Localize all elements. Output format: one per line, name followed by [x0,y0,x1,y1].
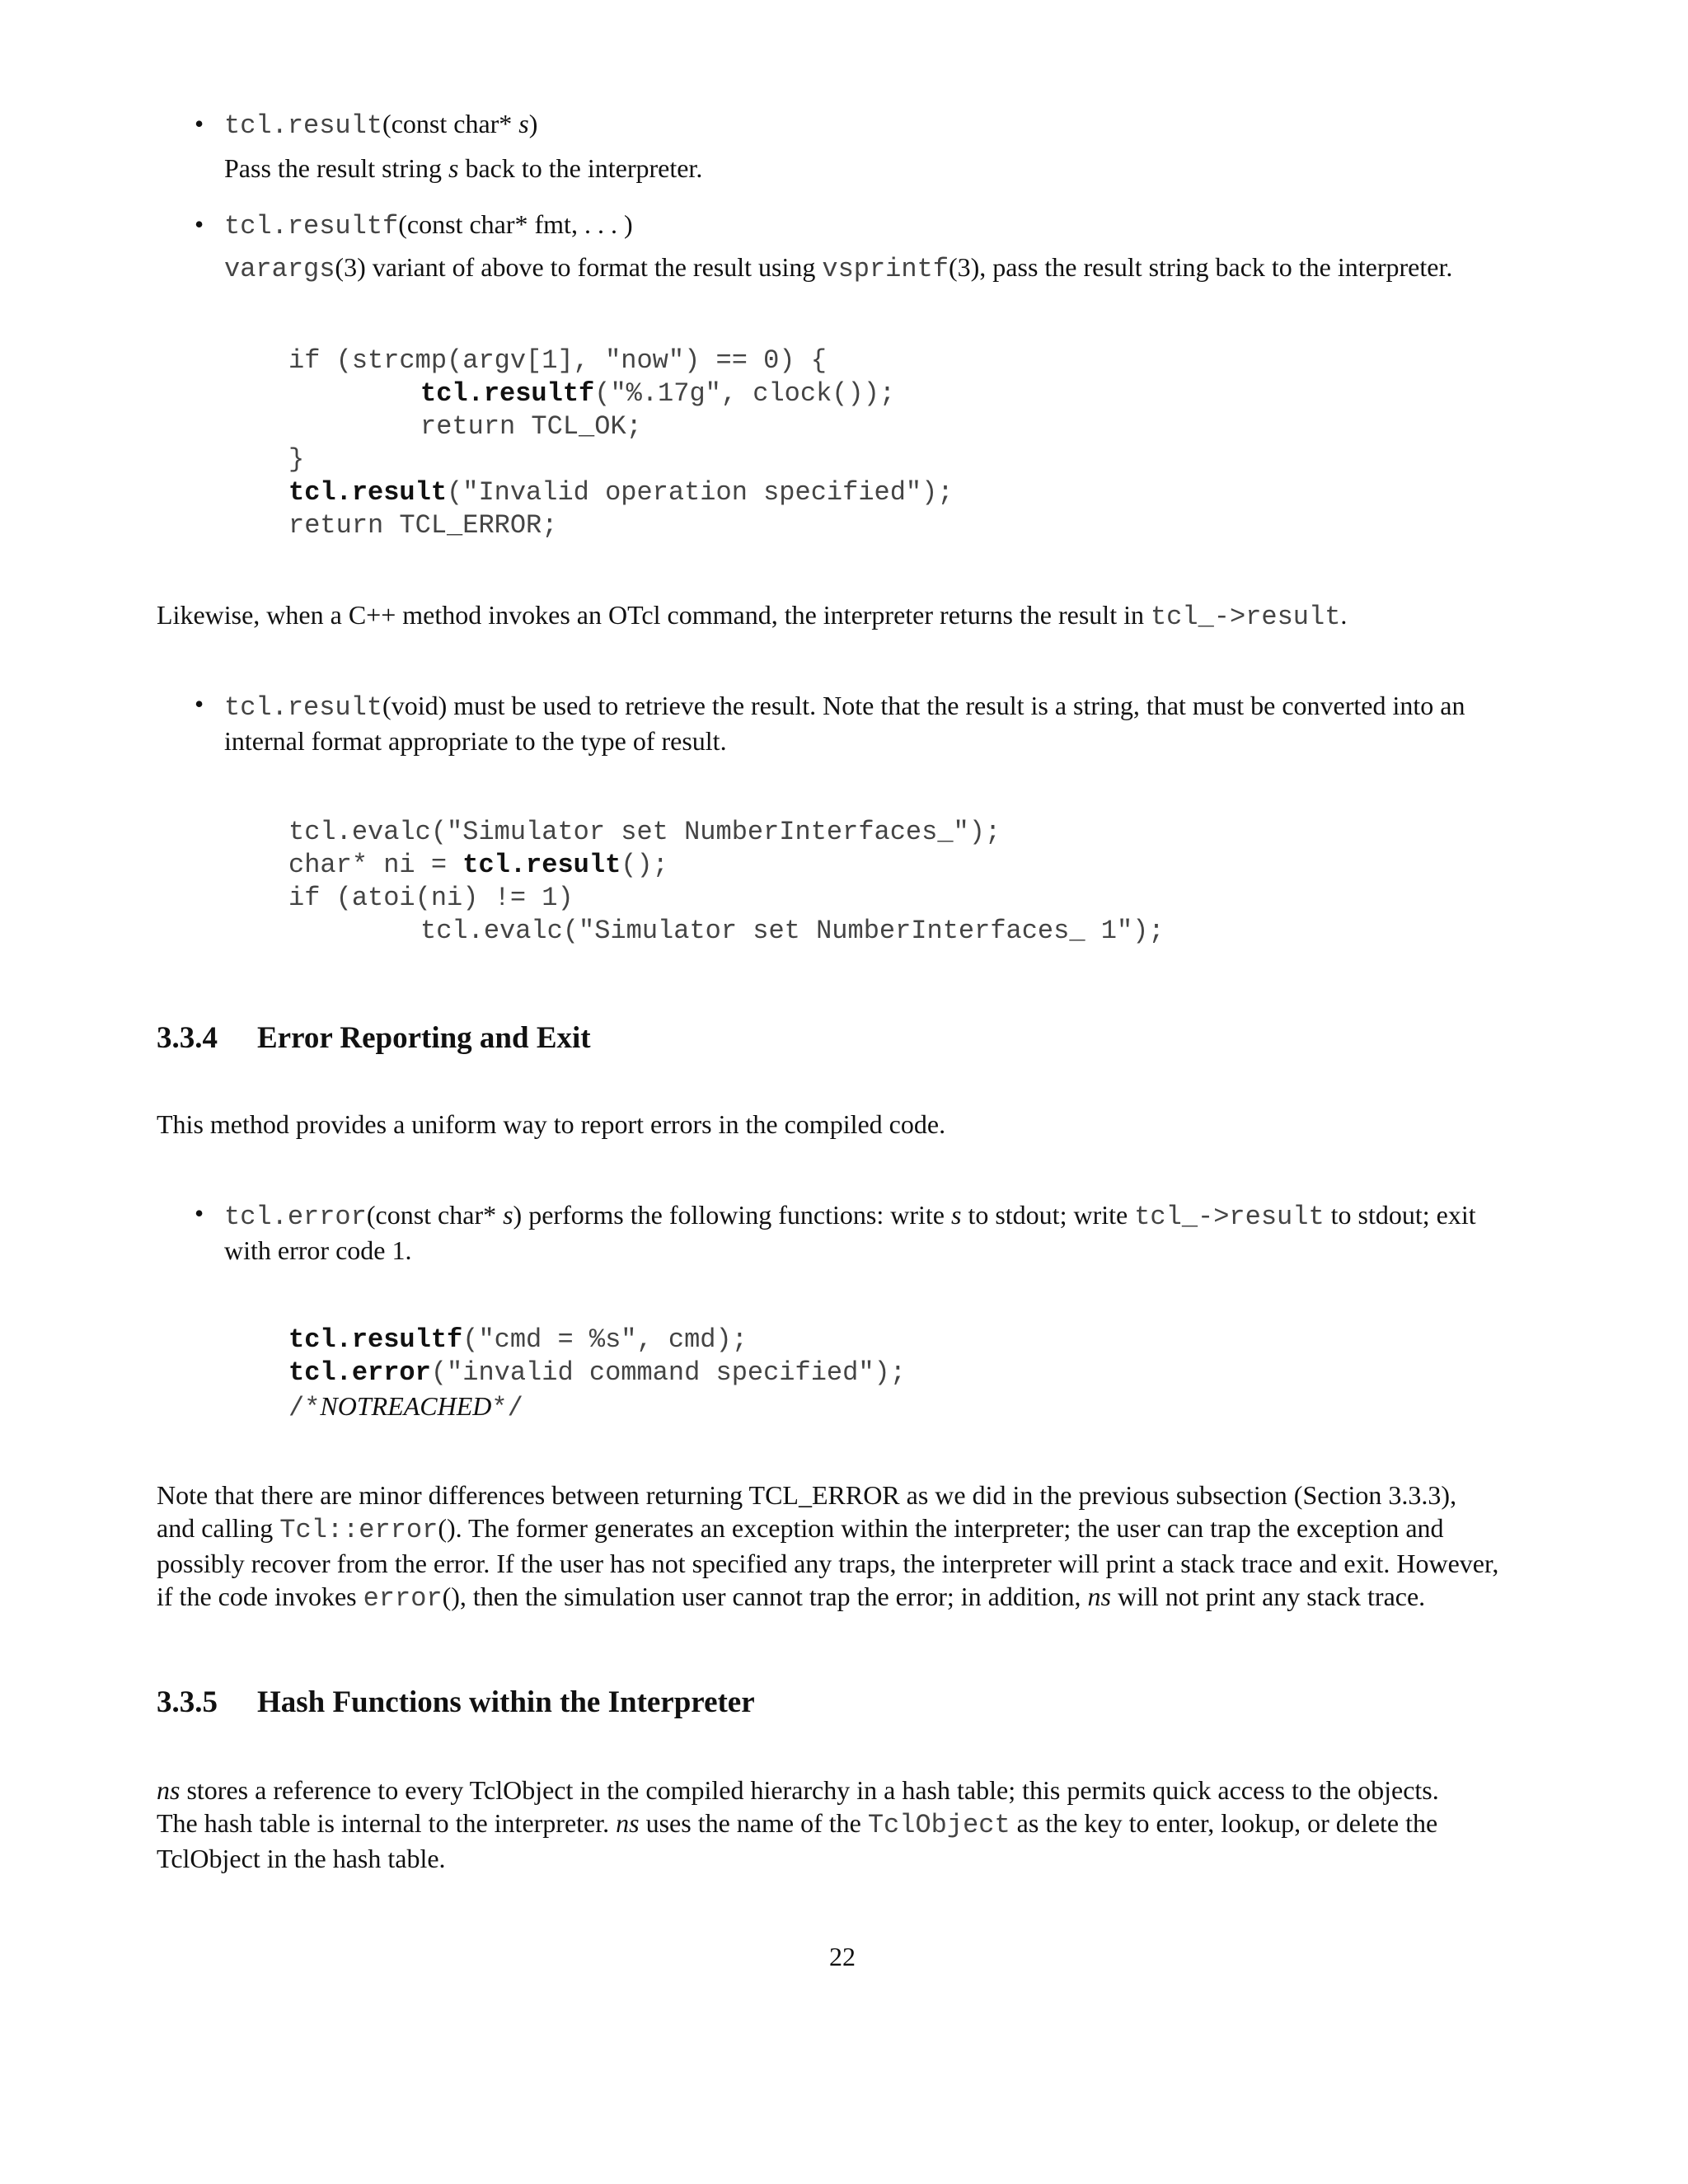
code-block-evalc-example: tcl.evalc("Simulator set NumberInterfaces_"); char* ni = tcl.result(); if (atoi(ni) != 1) tcl.evalc("Simulator set NumberInterfaces_ 1"); [288,817,1165,946]
bullet-marker: • [195,109,204,138]
bullet-marker: • [195,689,204,719]
bullet-tcl-error: tcl.error(const char* s) performs the following functions: write s to stdout; write tcl_->result to stdout; exit with error code 1. [224,1200,1476,1265]
paragraph-likewise: Likewise, when a C++ method invokes an OTcl command, the interpreter returns the result in tcl_->result. [157,600,1348,632]
section-heading-3-3-5: 3.3.5 Hash Functions within the Interpreter [157,1685,755,1719]
bullet-tcl-result-description: Pass the result string s back to the interpreter. [224,153,703,183]
bullet-tcl-resultf-description: varargs(3) variant of above to format the result using vsprintf(3), pass the result string back to the interpreter. [224,252,1453,284]
code-block-error-example: tcl.resultf("cmd = %s", cmd); tcl.error("invalid command specified"); /*NOTREACHED*/ [288,1324,906,1423]
code-block-resultf-example: if (strcmp(argv[1], "now") == 0) { tcl.resultf("%.17g", clock()); return TCL_OK; } tcl.result("Invalid operation specified"); return TCL_ERROR; [288,345,954,541]
paragraph-minor-differences: Note that there are minor differences between returning TCL_ERROR as we did in the previous subsection (Section 3.3.3), and calling Tcl::error(). The former generates an exception within the interpreter; the user can trap the exception and possibly recover from the error. If the user has not specified any traps, the interpreter will print a stack trace and exit. However, if the code invokes error(), then the simulation user cannot trap the error; in addition, ns will not print any stack trace. [157,1480,1499,1614]
bullet-tcl-result-signature: tcl.result(const char* s) [224,109,538,141]
bullet-marker: • [195,209,204,239]
paragraph-hash-table: ns stores a reference to every TclObject in the compiled hierarchy in a hash table; this permits quick access to the objects. The hash table is internal to the interpreter. ns uses the name of the TclObject as the key to enter, lookup, or delete the TclObject in the hash table. [157,1775,1439,1873]
section-heading-3-3-4: 3.3.4 Error Reporting and Exit [157,1021,591,1055]
page-number: 22 [829,1942,856,1971]
bullet-tcl-result-void: tcl.result(void) must be used to retrieve the result. Note that the result is a string, that must be converted into an internal format appropriate to the type of result. [224,691,1465,756]
bullet-marker: • [195,1198,204,1228]
paragraph-uniform-way: This method provides a uniform way to report errors in the compiled code. [157,1109,946,1139]
code-fn-name: tcl.resultf [224,211,399,241]
bullet-tcl-resultf-signature: tcl.resultf(const char* fmt, . . . ) [224,209,633,241]
code-fn-name: tcl.result [224,110,383,141]
